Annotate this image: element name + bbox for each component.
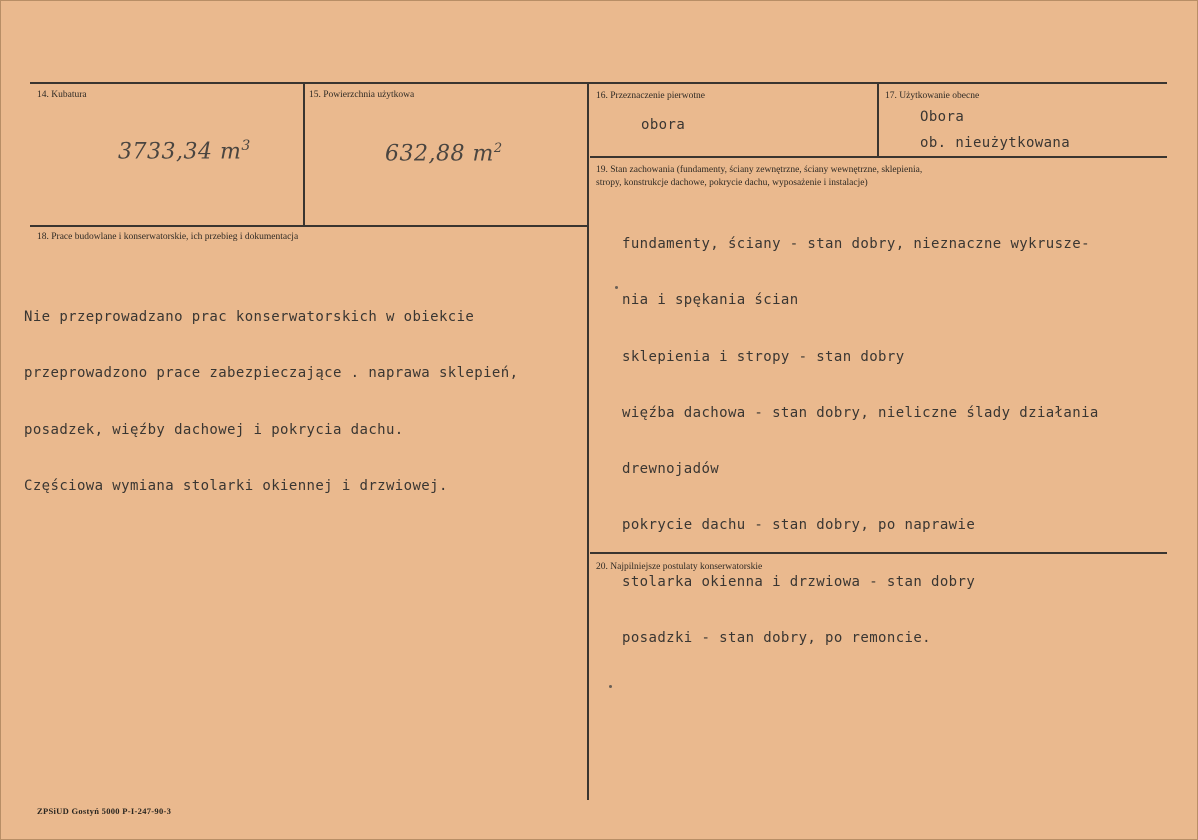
field15-value-text: 632,88 m bbox=[385, 141, 494, 167]
field18-text bbox=[24, 273, 518, 530]
field17-label: 17. Użytkowanie obecne bbox=[885, 91, 980, 101]
field18-line: Nie przeprowadzano prac konserwatorskich w obiekcie bbox=[24, 309, 475, 325]
field17-line-2: ob. nieużytkowana bbox=[920, 135, 1071, 151]
field15-value-sup: 2 bbox=[493, 141, 503, 156]
field19-line: więźba dachowa - stan dobry, nieliczne ślady działania bbox=[622, 404, 1099, 421]
field19-label-line1: 19. Stan zachowania (fundamenty, ściany zewnętrzne, ściany wewnętrzne, sklepienia, bbox=[596, 165, 923, 175]
field19-text bbox=[622, 200, 1099, 682]
field18-line: Częściowa wymiana stolarki okiennej i drzwiowej. bbox=[24, 477, 448, 494]
field19-line: nia i spękania ścian bbox=[622, 292, 799, 309]
top-rule bbox=[30, 82, 1167, 84]
field19-line: stolarka okienna i drzwiowa - stan dobry bbox=[622, 573, 976, 590]
field14-value-text: 3733,34 m bbox=[118, 139, 242, 165]
field18-line: przeprowadzono prace zabezpieczające . naprawa sklepień, bbox=[24, 365, 519, 382]
field19-line: sklepienia i stropy - stan dobry bbox=[622, 348, 905, 365]
field19-line: drewnojadów bbox=[622, 461, 720, 478]
print-footer: ZPSiUD Gostyń 5000 P-I-247-90-3 bbox=[37, 806, 172, 816]
divider-left-right bbox=[587, 82, 589, 800]
field14-label: 14. Kubatura bbox=[37, 90, 87, 100]
field17-line-1: Obora bbox=[920, 109, 965, 125]
rule-row2-right bbox=[590, 156, 1167, 158]
stray-mark bbox=[615, 286, 618, 289]
field15-label: 15. Powierzchnia użytkowa bbox=[309, 90, 415, 100]
field18-line: posadzek, więźby dachowej i pokrycia dachu. bbox=[24, 421, 404, 438]
field19-label-line2: stropy, konstrukcje dachowe, pokrycie dachu, wyposażenie i instalacje) bbox=[596, 178, 868, 188]
field14-value bbox=[118, 138, 251, 164]
field18-label: 18. Prace budowlane i konserwatorskie, ich przebieg i dokumentacja bbox=[37, 232, 299, 242]
field19-line: posadzki - stan dobry, po remoncie. bbox=[622, 630, 932, 647]
field16-label: 16. Przeznaczenie pierwotne bbox=[596, 91, 705, 101]
rule-row2-left bbox=[30, 225, 587, 227]
field14-value-sup: 3 bbox=[241, 138, 251, 154]
field19-line: pokrycie dachu - stan dobry, po naprawie bbox=[622, 517, 976, 534]
divider-14-15 bbox=[303, 82, 305, 227]
stray-mark bbox=[609, 685, 612, 688]
field15-value bbox=[385, 141, 503, 166]
field19-line: fundamenty, ściany - stan dobry, nieznaczne wykrusze- bbox=[622, 236, 1090, 252]
field16-value: obora bbox=[641, 117, 686, 133]
field20-label: 20. Najpilniejsze postulaty konserwatorskie bbox=[596, 562, 763, 572]
divider-16-17 bbox=[877, 82, 879, 156]
